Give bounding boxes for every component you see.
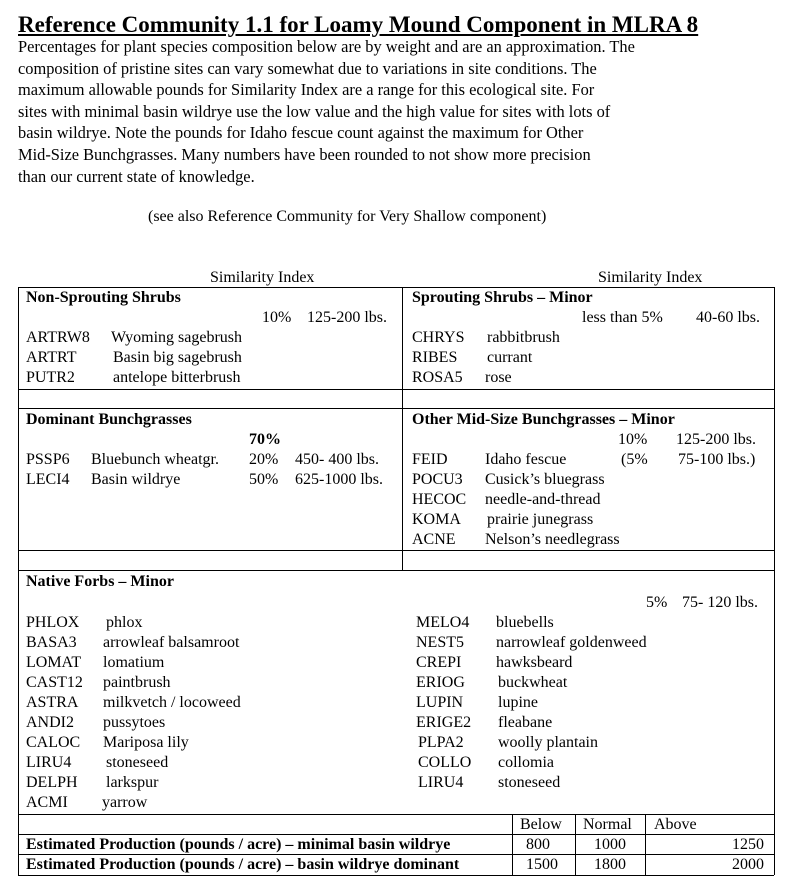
species-code: CALOC [26,734,81,751]
production-below: 1500 [526,856,558,873]
species-name: Idaho fescue [485,451,567,468]
intro-line: basin wildrye. Note the pounds for Idaho fescue count against the maximum for Other [18,123,584,143]
species-name: fleabane [498,714,553,731]
non-sprouting-heading: Non-Sprouting Shrubs [26,289,181,306]
species-name: buckwheat [498,674,568,691]
species-name: milkvetch / locoweed [103,694,241,711]
species-name: bluebells [496,614,554,631]
table-border [18,875,774,876]
non-sprouting-pct: 10% [262,309,292,326]
species-code: LIRU4 [26,754,72,771]
table-divider [512,814,513,875]
intro-paragraph [18,36,718,187]
species-code: CREPI [416,654,462,671]
similarity-index-left: Similarity Index [210,269,315,286]
species-name: Wyoming sagebrush [111,329,243,346]
species-lbs: 75-100 lbs.) [678,451,756,468]
species-code: ANDI2 [26,714,74,731]
species-code: ACNE [412,531,456,548]
species-code: ACMI [26,794,68,811]
species-code: KOMA [412,511,461,528]
species-code: PSSP6 [26,451,70,468]
species-code: LOMAT [26,654,82,671]
species-pct: 50% [249,471,279,488]
species-name: narrowleaf goldenweed [496,634,647,651]
intro-line: Percentages for plant species composition below are by weight and are an approximation. The [18,37,635,56]
intro-line: sites with minimal basin wildrye use the low value and the high value for sites with lots of [18,101,611,121]
sprouting-pct: less than 5% [582,309,663,326]
production-normal: 1800 [594,856,626,873]
species-name: Mariposa lily [103,734,189,751]
other-mid-pct: 10% [618,431,648,448]
species-code: ASTRA [26,694,79,711]
species-code: RIBES [412,349,458,366]
species-code: COLLO [418,754,472,771]
species-name: hawksbeard [496,654,573,671]
species-code: POCU3 [412,471,463,488]
species-code: CHRYS [412,329,465,346]
page-title: Reference Community 1.1 for Loamy Mound Component in MLRA 8 [18,12,699,37]
species-name: stoneseed [498,774,561,791]
intro-line: composition of pristine sites can vary somewhat due to variations in site conditions. The [18,58,597,78]
table-divider [18,389,774,390]
sprouting-lbs: 40-60 lbs. [696,309,760,326]
species-name: Cusick’s bluegrass [485,471,605,488]
species-code: LECI4 [26,471,70,488]
species-code: FEID [412,451,448,468]
species-code: HECOC [412,491,467,508]
species-code: DELPH [26,774,78,791]
production-above: 1250 [732,836,764,853]
species-code: ROSA5 [412,369,463,386]
species-code: PUTR2 [26,369,75,386]
species-code: LUPIN [416,694,464,711]
table-divider [18,570,774,571]
species-name: rabbitbrush [487,329,560,346]
table-divider [645,814,646,875]
species-code: ARTRT [26,349,77,366]
species-name: woolly plantain [498,734,598,751]
production-above: 2000 [732,856,764,873]
forbs-heading: Native Forbs – Minor [26,573,174,590]
intro-line: maximum allowable pounds for Similarity Index are a range for this ecological site. For [18,80,595,100]
species-code: ERIGE2 [416,714,472,731]
species-code: CAST12 [26,674,83,691]
species-name: rose [485,369,512,386]
species-name: paintbrush [103,674,171,691]
see-also-note: (see also Reference Community for Very Shallow component) [148,208,547,225]
species-code: PLPA2 [418,734,464,751]
species-name: Basin big sagebrush [113,349,242,366]
species-name: needle-and-thread [485,491,601,508]
production-header-normal: Normal [583,816,632,833]
species-name: Basin wildrye [91,471,181,488]
dominant-total-pct: 70% [249,431,281,448]
species-lbs: 625-1000 lbs. [295,471,383,488]
species-name: antelope bitterbrush [113,369,241,386]
species-name: Bluebunch wheatgr. [91,451,219,468]
species-name: prairie junegrass [487,511,594,528]
species-pct: 20% [249,451,279,468]
species-code: BASA3 [26,634,77,651]
table-divider [402,287,403,570]
species-name: yarrow [102,794,148,811]
species-name: arrowleaf balsamroot [103,634,240,651]
species-code: PHLOX [26,614,80,631]
species-name: collomia [498,754,554,771]
intro-line: Mid-Size Bunchgrasses. Many numbers have been rounded to not show more precision [18,144,591,164]
table-border [18,287,19,875]
species-code: MELO4 [416,614,470,631]
table-border [774,287,775,875]
production-row-label: Estimated Production (pounds / acre) – minimal basin wildrye [26,836,451,853]
similarity-index-right: Similarity Index [598,269,703,286]
species-name: pussytoes [103,714,166,731]
species-name: currant [487,349,533,366]
dominant-heading: Dominant Bunchgrasses [26,411,192,428]
species-name: stoneseed [106,754,169,771]
species-code: ERIOG [416,674,465,691]
production-header-above: Above [654,816,697,833]
species-code: ARTRW8 [26,329,90,346]
species-name: phlox [106,614,143,631]
other-mid-heading: Other Mid-Size Bunchgrasses – Minor [412,411,675,428]
intro-line: than our current state of knowledge. [18,166,255,186]
table-divider [18,550,774,551]
other-mid-lbs: 125-200 lbs. [676,431,756,448]
species-pct: (5% [621,451,648,468]
production-below: 800 [526,836,550,853]
table-divider [18,408,774,409]
species-lbs: 450- 400 lbs. [295,451,379,468]
production-header-below: Below [520,816,562,833]
species-name: lomatium [103,654,165,671]
production-row-label: Estimated Production (pounds / acre) – basin wildrye dominant [26,856,460,873]
species-code: LIRU4 [418,774,464,791]
species-name: lupine [498,694,538,711]
forbs-pct: 5% [646,594,668,611]
species-name: Nelson’s needlegrass [485,531,620,548]
species-name: larkspur [106,774,159,791]
forbs-lbs: 75- 120 lbs. [682,594,758,611]
table-divider [575,814,576,875]
non-sprouting-lbs: 125-200 lbs. [307,309,387,326]
production-normal: 1000 [594,836,626,853]
species-code: NEST5 [416,634,464,651]
sprouting-heading: Sprouting Shrubs – Minor [412,289,593,306]
